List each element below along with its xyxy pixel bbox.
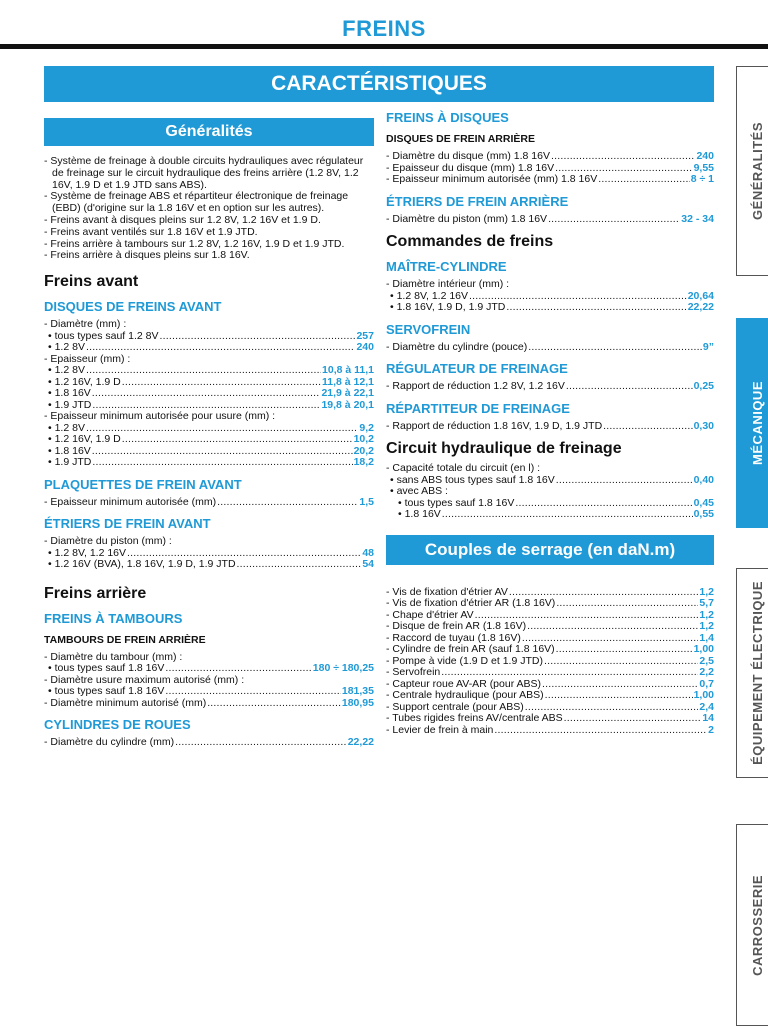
generalites-paragraph: - Freins avant ventilés sur 1.8 16V et 1.9 JTD. xyxy=(44,225,258,238)
generalites-paragraph: - Freins arrière à disques pleins sur 1.8 16V. xyxy=(44,249,250,262)
freins-arriere-title: Freins arrière xyxy=(44,584,147,602)
spec-label: • 1.8 16V, 1.9 D, 1.9 JTD xyxy=(390,301,506,313)
spec-label: • 1.2 16V, 1.9 D xyxy=(48,375,121,388)
etriers-avant-title: ÉTRIERS DE FREIN AVANT xyxy=(44,516,211,532)
leader-dots xyxy=(122,377,321,389)
spec-value: 32 - 34 xyxy=(681,212,714,225)
leader-dots xyxy=(217,497,358,509)
disques-avant-title: DISQUES DE FREINS AVANT xyxy=(44,299,222,315)
leader-dots xyxy=(556,598,698,610)
disques-avant-specs xyxy=(44,319,374,469)
spec-value: 240 xyxy=(696,150,714,162)
spec-label: • tous types sauf 1.8 16V xyxy=(48,685,165,698)
leader-dots xyxy=(160,331,356,343)
spec-row xyxy=(44,365,374,377)
spec-label: • 1.8 16V xyxy=(48,387,91,400)
spec-label: - Cylindre de frein AR (sauf 1.8 16V) xyxy=(386,643,555,655)
spec-label: - Rapport de réduction 1.8 16V, 1.9 D, 1.9 JTD xyxy=(386,419,603,432)
tambours-subtitle: TAMBOURS DE FREIN ARRIÈRE xyxy=(44,633,206,646)
spec-value: 180 ÷ 180,25 xyxy=(312,662,374,675)
spec-value: 0,7 xyxy=(699,677,714,690)
leader-dots xyxy=(86,423,358,435)
spec-label: • 1.2 16V, 1.9 D xyxy=(48,433,121,446)
spec-label: • 1.2 8V xyxy=(48,341,85,354)
spec-label: - Capacité totale du circuit (en l) : xyxy=(386,462,541,474)
spec-label: - Diamètre du cylindre (pouce) xyxy=(386,340,528,353)
spec-label: • 1.9 JTD xyxy=(48,456,92,469)
leader-dots xyxy=(92,388,321,400)
spec-row xyxy=(386,598,714,610)
generalites-text xyxy=(44,156,374,262)
spec-label: - Epaisseur du disque (mm) 1.8 16V xyxy=(386,161,555,174)
maitre-cylindre-title: MAÎTRE-CYLINDRE xyxy=(386,259,507,274)
tambours-title: FREINS À TAMBOURS xyxy=(44,610,183,626)
spec-label: - Diamètre du piston (mm) 1.8 16V xyxy=(386,212,548,225)
spec-label: • tous types sauf 1.8 16V xyxy=(48,662,165,675)
spec-label: - Capteur roue AV-AR (pour ABS) xyxy=(386,677,542,690)
spec-label: - Epaisseur (mm) : xyxy=(44,352,131,365)
spec-row xyxy=(386,302,714,314)
couples-heading: Couples de serrage (en daN.m) xyxy=(386,535,714,565)
tab-carrosserie[interactable]: CARROSSERIE xyxy=(736,824,768,1026)
spec-value: 9,55 xyxy=(693,161,714,174)
spec-label: • tous types sauf 1.2 8V xyxy=(48,329,159,342)
spec-value: 9” xyxy=(702,340,714,353)
spec-label: - Diamètre du cylindre (mm) xyxy=(44,736,175,749)
maitre-cylindre-specs xyxy=(386,279,714,314)
leader-dots xyxy=(544,656,698,668)
leader-dots xyxy=(122,434,353,446)
spec-value: 54 xyxy=(362,558,374,571)
spec-value: 2 xyxy=(708,723,714,736)
generalites-paragraph: - Freins avant à disques pleins sur 1.2 8V, 1.2 16V et 1.9 D. xyxy=(44,213,321,226)
spec-value: 257 xyxy=(356,329,374,342)
leader-dots xyxy=(441,667,698,679)
spec-row xyxy=(386,342,714,354)
plaquettes-avant-title: PLAQUETTES DE FREIN AVANT xyxy=(44,476,242,492)
circuit-specs xyxy=(386,463,714,521)
spec-row xyxy=(386,214,714,226)
spec-label: - Diamètre du piston (mm) : xyxy=(44,535,172,548)
spec-row xyxy=(386,621,714,633)
leader-dots xyxy=(86,342,356,354)
spec-label: - Epaisseur minimum autorisée (mm) 1.8 16V xyxy=(386,173,598,185)
disques-arriere-subtitle: DISQUES DE FREIN ARRIÈRE xyxy=(386,133,535,145)
generalites-heading: Généralités xyxy=(44,118,374,146)
leader-dots xyxy=(598,174,689,186)
spec-row xyxy=(386,174,714,186)
spec-value: 10,2 xyxy=(353,433,374,446)
spec-value: 9,2 xyxy=(359,421,374,434)
tab-mecanique[interactable]: MÉCANIQUE xyxy=(736,318,768,528)
spec-label: - Epaisseur minimum autorisée (mm) xyxy=(44,495,217,508)
leader-dots xyxy=(556,644,693,656)
spec-value: 1,2 xyxy=(699,620,714,632)
servofrein-title: SERVOFREIN xyxy=(386,321,471,337)
spec-value: 18,2 xyxy=(353,456,374,469)
freins-disques-title: FREINS À DISQUES xyxy=(386,110,509,125)
spec-row xyxy=(44,342,374,354)
spec-value: 48 xyxy=(362,546,374,559)
spec-value: 0,30 xyxy=(693,419,714,432)
spec-label: • sans ABS tous types sauf 1.8 16V xyxy=(390,473,555,486)
spec-value: 20,64 xyxy=(687,289,714,302)
tab-generalites[interactable]: GÉNÉRALITÉS xyxy=(736,66,768,276)
spec-row xyxy=(44,686,374,698)
generalites-paragraph: - Système de freinage ABS et répartiteur électronique de freinage (EBD) (d'origine sur la 1.8 16V et en option sur les autres). xyxy=(44,190,349,215)
cylindres-title: CYLINDRES DE ROUES xyxy=(44,717,191,733)
etriers-arriere-title: ÉTRIERS DE FREIN ARRIÈRE xyxy=(386,193,569,209)
spec-row xyxy=(44,434,374,446)
spec-value: 1,4 xyxy=(699,631,714,644)
spec-label: - Tubes rigides freins AV/centrale ABS xyxy=(386,712,563,724)
spec-value: 1,5 xyxy=(359,495,374,508)
leader-dots xyxy=(556,475,693,487)
spec-label: - Support centrale (pour ABS) xyxy=(386,700,524,713)
spec-row xyxy=(44,559,374,571)
leader-dots xyxy=(528,342,702,354)
spec-label: • 1.8 16V xyxy=(398,508,441,520)
leader-dots xyxy=(494,725,707,737)
spec-value: 5,7 xyxy=(699,597,714,609)
spec-label: • 1.2 8V, 1.2 16V xyxy=(390,289,469,302)
spec-value: 22,22 xyxy=(347,736,374,749)
spec-row xyxy=(386,421,714,433)
spec-value: 2,5 xyxy=(699,654,714,667)
spec-label: - Servofrein xyxy=(386,666,441,678)
spec-row: - Diamètre minimum autorisé (mm) ..... 180,95 xyxy=(44,698,374,710)
spec-label: - Levier de frein à main xyxy=(386,723,494,736)
spec-value: 1,00 xyxy=(693,643,714,655)
spec-value: 10,8 à 11,1 xyxy=(322,364,374,377)
spec-label: • 1.2 8V, 1.2 16V xyxy=(48,546,127,559)
leader-dots xyxy=(527,621,698,633)
spec-label: • 1.8 16V xyxy=(48,444,91,457)
spec-label: - Chape d'étrier AV xyxy=(386,608,474,621)
spec-label: - Vis de fixation d'étrier AV xyxy=(386,585,508,598)
repartiteur-title: RÉPARTITEUR DE FREINAGE xyxy=(386,400,570,416)
spec-row xyxy=(44,497,374,509)
leader-dots xyxy=(551,151,695,163)
right-column xyxy=(386,110,714,744)
spec-label: - Diamètre usure maximum autorisé (mm) : xyxy=(44,673,245,686)
left-column xyxy=(44,118,374,757)
spec-label: - Vis de fixation d'étrier AR (1.8 16V) xyxy=(386,597,556,609)
spec-label: - Diamètre du disque (mm) 1.8 16V xyxy=(386,150,550,162)
spec-row xyxy=(386,667,714,679)
spec-row xyxy=(44,663,374,675)
spec-value: 11,8 à 12,1 xyxy=(322,375,374,388)
spec-label: • 1.2 8V xyxy=(48,421,85,434)
page-title: FREINS xyxy=(342,16,426,41)
leader-dots xyxy=(515,498,692,510)
spec-value: 8 ÷ 1 xyxy=(690,173,714,185)
spec-row xyxy=(386,725,714,737)
spec-label: - Pompe à vide (1.9 D et 1.9 JTD) xyxy=(386,654,543,667)
spec-label: • 1.2 8V xyxy=(48,364,85,377)
spec-value: 2,4 xyxy=(699,700,714,713)
spec-value: 240 xyxy=(356,341,374,354)
spec-value: 181,35 xyxy=(341,685,374,698)
spec-value: 0,45 xyxy=(693,496,714,509)
spec-row xyxy=(44,457,374,469)
leader-dots xyxy=(165,663,311,675)
spec-value: 0,25 xyxy=(693,380,714,392)
spec-row xyxy=(44,388,374,400)
spec-row xyxy=(44,446,374,458)
spec-row xyxy=(386,690,714,702)
spec-label: - Raccord de tuyau (1.8 16V) xyxy=(386,631,521,644)
spec-row xyxy=(386,713,714,725)
generalites-paragraph: - Freins arrière à tambours sur 1.2 8V, 1.2 16V, 1.9 D et 1.9 JTD. xyxy=(44,237,345,250)
leader-dots xyxy=(542,679,698,691)
spec-value: 19,8 à 20,1 xyxy=(321,398,374,411)
spec-value: 22,22 xyxy=(687,301,714,313)
leader-dots xyxy=(545,690,693,702)
spec-row xyxy=(386,151,714,163)
etriers-avant-specs xyxy=(44,536,374,571)
spec-label: - Diamètre du tambour (mm) : xyxy=(44,650,183,663)
freins-avant-title: Freins avant xyxy=(44,273,139,291)
spec-value: 0,55 xyxy=(693,508,714,520)
spec-row xyxy=(386,509,714,521)
leader-dots xyxy=(92,457,352,469)
title-rule xyxy=(0,44,768,49)
spec-value: 21,9 à 22,1 xyxy=(321,387,374,400)
spec-value: 20,2 xyxy=(353,444,374,457)
spec-value: 1,00 xyxy=(693,689,714,701)
spec-value: 0,40 xyxy=(693,473,714,486)
spec-label: • 1.9 JTD xyxy=(48,398,92,411)
leader-dots xyxy=(564,713,702,725)
spec-value: 1,2 xyxy=(699,585,714,598)
spec-value: 14 xyxy=(702,712,714,724)
leader-dots xyxy=(603,421,692,433)
spec-value: 1,2 xyxy=(699,608,714,621)
leader-dots xyxy=(175,737,347,749)
tambours-specs xyxy=(44,652,374,710)
spec-label: • tous types sauf 1.8 16V xyxy=(398,496,515,509)
spec-label: • 1.2 16V (BVA), 1.8 16V, 1.9 D, 1.9 JTD xyxy=(48,558,236,571)
tab-equipement-electrique[interactable]: ÉQUIPEMENT ÉLECTRIQUE xyxy=(736,568,768,778)
spec-label: • avec ABS : xyxy=(390,485,448,497)
leader-dots xyxy=(442,509,693,521)
leader-dots xyxy=(566,381,693,393)
leader-dots xyxy=(548,214,680,226)
spec-label: - Diamètre (mm) : xyxy=(44,318,127,331)
spec-value: 2,2 xyxy=(699,666,714,678)
spec-label: - Disque de frein AR (1.8 16V) xyxy=(386,620,527,632)
spec-row xyxy=(44,737,374,749)
spec-row xyxy=(44,331,374,343)
regulateur-title: RÉGULATEUR DE FREINAGE xyxy=(386,361,568,376)
spec-row xyxy=(386,381,714,393)
leader-dots xyxy=(92,446,353,458)
leader-dots xyxy=(165,686,341,698)
spec-label: - Diamètre intérieur (mm) : xyxy=(386,278,510,290)
spec-row xyxy=(386,644,714,656)
circuit-title: Circuit hydraulique de freinage xyxy=(386,440,622,457)
spec-label: - Centrale hydraulique (pour ABS) xyxy=(386,689,544,701)
commandes-title: Commandes de freins xyxy=(386,233,554,250)
leader-dots xyxy=(86,365,321,377)
leader-dots xyxy=(506,302,686,314)
leader-dots xyxy=(237,559,362,571)
spec-label: - Rapport de réduction 1.2 8V, 1.2 16V xyxy=(386,380,565,392)
section-banner: CARACTÉRISTIQUES xyxy=(44,66,714,102)
generalites-paragraph: - Système de freinage à double circuits hydrauliques avec régulateur de freinage sur le circuit hydraulique des freins arrière (1.2 8V, 1.2 16V, 1.9 D et 1.9 JTD sans ABS). xyxy=(44,155,364,191)
spec-label: - Epaisseur minimum autorisée pour usure (mm) : xyxy=(44,410,276,423)
